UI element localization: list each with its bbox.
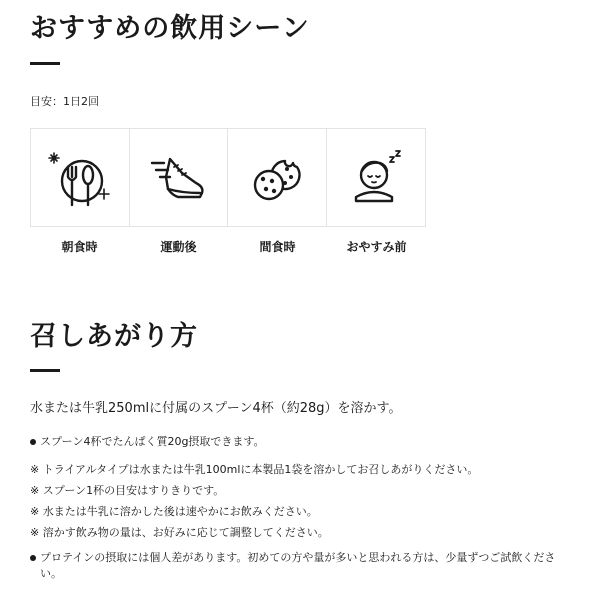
note-drink-promptly: ※ 水または牛乳に溶かした後は速やかにお飲みください。 (30, 505, 318, 518)
bullet-protein-amount (30, 434, 575, 450)
bullet-dot (30, 439, 36, 445)
scene-after-exercise (130, 129, 229, 226)
scene-snack (228, 129, 327, 226)
bullet-individual-difference (30, 550, 575, 582)
scene-bedtime (327, 129, 426, 226)
scene-label-after-exercise: 運動後 (160, 240, 197, 254)
cookie-icon (237, 143, 317, 213)
scene-icon-grid (30, 128, 426, 227)
scene-label-snack: 間食時 (259, 240, 296, 254)
bullet-text: プロテインの摂取には個人差があります。初めての方や量が多いと思われる方は、少量ずつご試飲ください。 (40, 551, 556, 580)
note-adjust: ※ 溶かす飲み物の量は、お好みに応じて調整してください。 (30, 526, 329, 539)
note-trial: ※ トライアルタイプは水または牛乳100mlに本製品1袋を溶かしてお召しあがりください。 (30, 463, 479, 476)
scene-label-bedtime: おやすみ前 (346, 240, 407, 254)
sneaker-icon (138, 143, 218, 213)
bullet-text: スプーン4杯でたんぱく質20g摂取できます。 (40, 435, 265, 448)
sleeping-face-icon (336, 143, 416, 213)
bullet-dot (30, 555, 36, 561)
title-underline-2 (30, 369, 60, 372)
title-underline (30, 62, 60, 65)
plate-cutlery-icon (40, 143, 120, 213)
scene-label-row (30, 241, 426, 253)
section-title-scenes: おすすめの飲用シーン (30, 13, 310, 44)
scene-label-breakfast: 朝食時 (61, 240, 98, 254)
section-title-directions: 召しあがり方 (30, 321, 198, 352)
dosage-guide: 目安：1日2回 (30, 95, 99, 108)
scene-breakfast (31, 129, 130, 226)
directions-intro: 水または牛乳250mlに付属のスプーン4杯（約28g）を溶かす。 (30, 401, 402, 416)
note-spoon: ※ スプーン1杯の目安はすりきりです。 (30, 484, 225, 497)
